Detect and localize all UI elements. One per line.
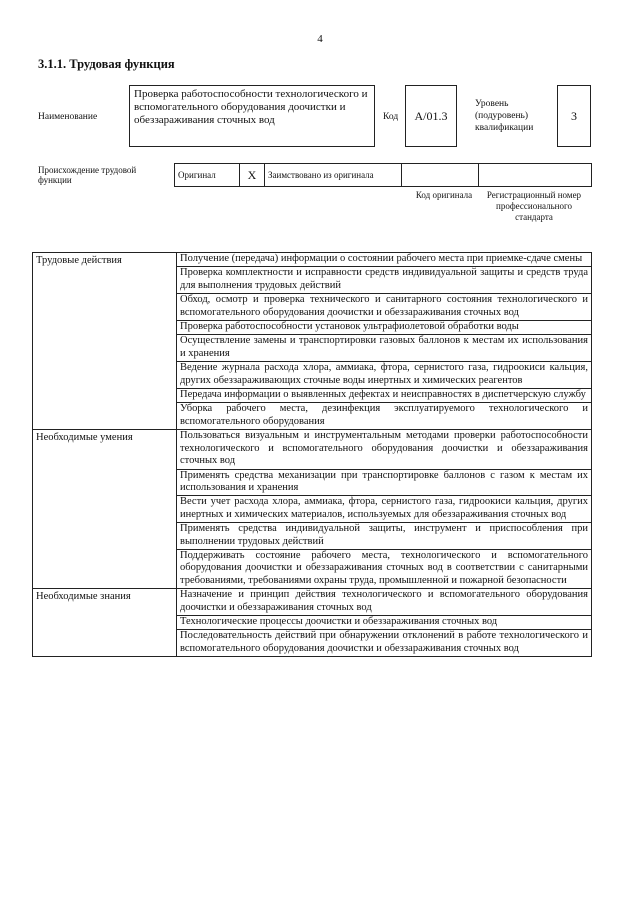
labor-actions-header: Трудовые действия [33, 253, 177, 430]
table-row: Уборка рабочего места, дезинфекция эксплуатируемого технологического и вспомогательного оборудования [177, 403, 592, 430]
function-name-value: Проверка работоспособности технологического и вспомогательного оборудования доочистки и обеззараживания сточных вод [129, 85, 375, 147]
table-row: Вести учет расхода хлора, аммиака, фтора, сернистого газа, гидроокиси кальция, других инертных и химических материалов, используемых для обеззараживания сточных вод [177, 496, 592, 523]
table-row: Технологические процессы доочистки и обеззараживания сточных вод [177, 615, 592, 629]
code-value: A/01.3 [405, 85, 457, 147]
level-value: 3 [557, 85, 591, 147]
table-row: Поддерживать состояние рабочего места, технологического и вспомогательного оборудования доочистки и обеззараживания сточных вод в соответствии с санитарными требованиями, требованиями охраны труда, промышленной и пожарной безопасности [177, 549, 592, 588]
code-label: Код [383, 112, 399, 122]
table-row: Последовательность действий при обнаружении отклонений в работе технологического и вспомогательного оборудования доочистки и обеззараживания сточных вод [177, 630, 592, 657]
required-knowledge-header: Необходимые знания [33, 589, 177, 657]
reg-caption: Регистрационный номер профессионального стандарта [486, 190, 582, 222]
original-mark: X [240, 164, 265, 187]
table-row: Проверка работоспособности установок ультрафиолетовой обработки воды [177, 321, 592, 335]
function-details-table [32, 252, 592, 657]
table-row: Применять средства индивидуальной защиты, инструмент и приспособления при выполнении трудовых действий [177, 523, 592, 550]
table-row: Осуществление замены и транспортировки газовых баллонов к местам их использования и хранения [177, 335, 592, 362]
code-caption: Код оригинала [415, 190, 473, 200]
naming-label: Наименование [38, 112, 98, 122]
section-title: 3.1.1. Трудовая функция [38, 57, 175, 71]
table-row: Проверка комплектности и исправности средств индивидуальной защиты и средств труда для выполнения трудовых действий [177, 267, 592, 294]
table-row: Передача информации о выявленных дефектах и неисправностях в диспетчерскую службу [177, 389, 592, 403]
table-row: Ведение журнала расхода хлора, аммиака, фтора, сернистого газа, гидроокиси кальция, других обеззараживающих сточные воды инертных и химических реагентов [177, 362, 592, 389]
table-row: Назначение и принцип действия технологического и вспомогательного оборудования доочистки и обеззараживания сточных вод [177, 589, 592, 616]
table-row: Обход, осмотр и проверка технического и санитарного состояния технологического и вспомогательного оборудования доочистки и обеззараживания сточных вод [177, 294, 592, 321]
borrowed-label: Заимствовано из оригинала [265, 164, 402, 187]
origin-code-cell [402, 164, 479, 187]
level-label: Уровень (подуровень) квалификации [475, 99, 534, 133]
origin-table [174, 163, 592, 187]
table-row: Получение (передача) информации о состоянии рабочего места при приемке-сдаче смены [177, 253, 592, 267]
origin-label: Происхождение трудовой функции [38, 165, 137, 185]
original-label: Оригинал [175, 164, 240, 187]
required-skills-header: Необходимые умения [33, 430, 177, 589]
origin-reg-cell [479, 164, 592, 187]
table-row: Применять средства механизации при транспортировке баллонов с газом к местам их использования и хранения [177, 469, 592, 496]
table-row: Пользоваться визуальным и инструментальным методами проверки работоспособности технологического и вспомогательного оборудования доочистки и обеззараживания сточных вод [177, 430, 592, 469]
page-number: 4 [317, 33, 323, 45]
